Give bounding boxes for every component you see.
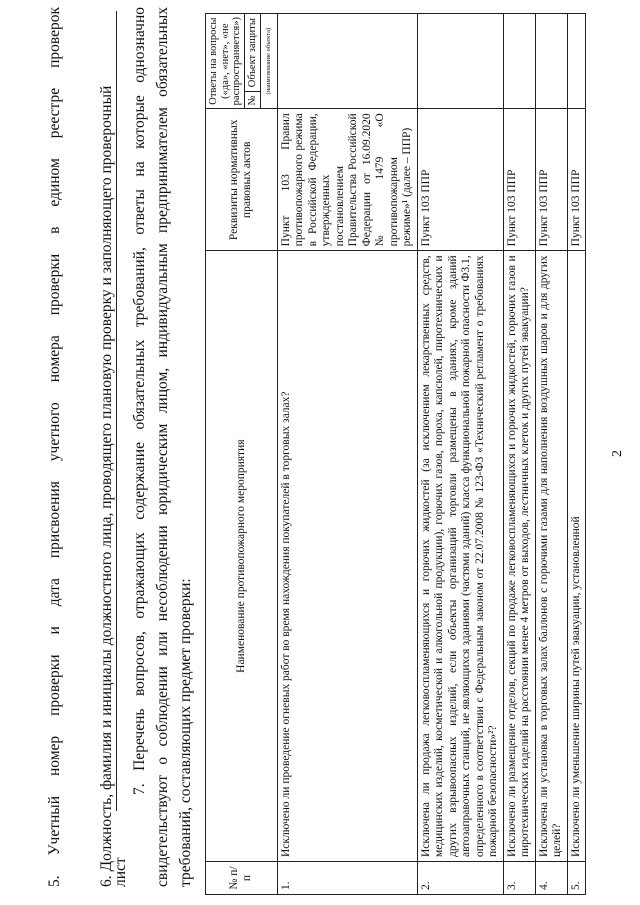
row-legal-ref: Пункт 103 ППР	[535, 109, 567, 251]
item-6-continuation: лист	[112, 857, 129, 887]
table-row	[535, 14, 567, 895]
checklist-table	[205, 13, 586, 895]
object-subheader	[244, 14, 261, 108]
object-label: Объект защиты	[245, 14, 261, 92]
row-measure: Исключено ли уменьшение ширины путей эвакуации, установленной	[567, 251, 586, 862]
table-row	[567, 14, 586, 895]
table-row	[503, 14, 535, 895]
row-number: 4.	[535, 862, 567, 895]
row-number: 2.	[417, 862, 503, 895]
header-number: № п/п	[206, 862, 278, 895]
row-measure: Исключена ли продажа легковоспламеняющихся и горючих жидкостей (за исключением лекарственных средств, медицинских изделий, косметической и алкогольной продукции), горючих газов, пороха, капсюлей, пиротехнических и других взрывоопасных изделий, если объекты организаций торговли размещены в зданиях, кроме зданий автозаправочных станций, не являющихся зданиями (частями зданий) класса функциональной пожарной опасности Ф3.1, определенного в соответствии с Федеральным законом от 22.07.2008 № 123-ФЗ «Технический регламент о требованиях пожарной безопасности»²?	[417, 251, 503, 862]
object-name-caption: (наименование объекта)	[260, 14, 277, 108]
row-answer-cell[interactable]	[277, 14, 417, 109]
row-answer-cell[interactable]	[535, 14, 567, 109]
item-5-registration-number: 5. Учетный номер проверки и дата присвоения учетного номера проверки в едином реестре проверок	[46, 7, 63, 887]
header-measure-name: Наименование противопожарного мероприятия	[206, 251, 278, 862]
page-number: 2	[610, 450, 625, 457]
row-legal-ref: Пункт 103 ППР	[567, 109, 586, 251]
header-answers	[206, 14, 278, 109]
table-row	[277, 14, 417, 895]
fill-in-line	[116, 11, 117, 811]
row-number: 1.	[277, 862, 417, 895]
table-row	[417, 14, 503, 895]
row-measure: Исключена ли установка в торговых залах баллонов с горючими газами для наполнения воздушных шаров и для других целей?	[535, 251, 567, 862]
item-6-inspector: 6. Должность, фамилия и инициалы должностного лица, проводящего плановую проверку и заполняющего проверочный	[98, 85, 115, 887]
row-answer-cell[interactable]	[503, 14, 535, 109]
row-answer-cell[interactable]	[417, 14, 503, 109]
row-number: 5.	[567, 862, 586, 895]
row-measure: Исключено ли проведение огневых работ во время нахождения покупателей в торговых залах?	[277, 251, 417, 862]
row-number: 3.	[503, 862, 535, 895]
item-7-question-list-intro: 7. Перечень вопросов, отражающих содержание обязательных требований, ответы на которые однозначно свидетельствуют о соблюдении или несоблюдении юридическим лицом, индивидуальным предпринимателем обязательных требований, составляющих предмет проверки:	[131, 7, 194, 887]
row-legal-ref: Пункт 103 ППР	[503, 109, 535, 251]
row-measure: Исключено ли размещение отделов, секций по продаже легковоспламеняющихся и горючих жидкостей, горючих газов и пиротехнических изделий на расстоянии менее 4 метров от выходов, лестничных клеток и других путей эвакуации?	[503, 251, 535, 862]
answers-caption: Ответы на вопросы («да», «нет», «не распространяется»)	[208, 17, 242, 106]
row-legal-ref: Пункт 103 Правил противопожарного режима в Российской Федерации, утвержденных постановлением Правительства Российской Федерации от 16.09.2020 № 1479 «О противопожарном режиме»¹ (далее – ППР)	[277, 109, 417, 251]
row-legal-ref: Пункт 103 ППР	[417, 109, 503, 251]
object-number-label: №	[246, 95, 258, 106]
header-legal-refs: Реквизиты нормативных правовых актов	[206, 109, 278, 251]
table-header-row	[206, 14, 278, 895]
row-answer-cell[interactable]	[567, 14, 586, 109]
